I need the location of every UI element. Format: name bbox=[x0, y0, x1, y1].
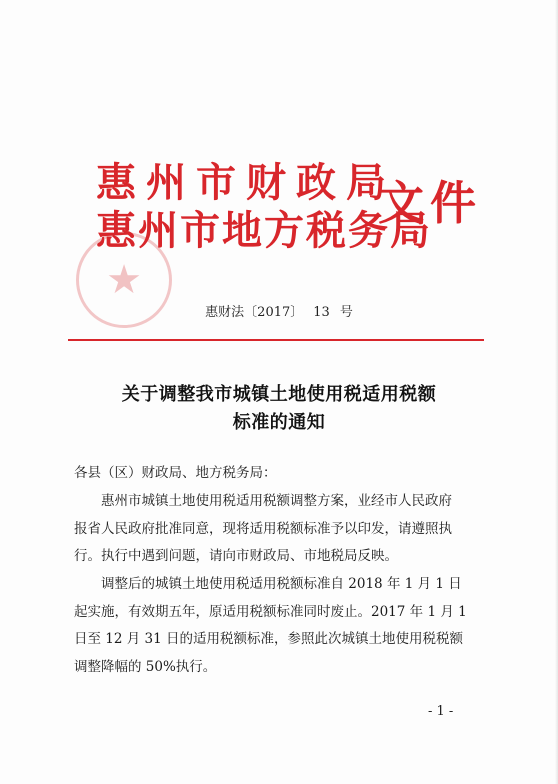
paragraph-line: 起实施，有效期五年，原适用税额标准同时废止。2017 年 1 月 1 bbox=[74, 603, 467, 620]
paragraph-line: 行。执行中遇到问题，请向市财政局、市地税局反映。 bbox=[74, 548, 398, 564]
red-divider-line bbox=[68, 339, 484, 341]
paragraph-line: 惠州市城镇土地使用税适用税额调整方案，业经市人民政府 bbox=[101, 493, 452, 509]
doc-number-value: 13 bbox=[313, 305, 330, 320]
document-number bbox=[0, 304, 558, 322]
paragraph-line: 日至 12 月 31 日的适用税额标准，参照此次城镇土地使用税税额 bbox=[74, 631, 464, 647]
body-paragraph-2 bbox=[74, 571, 492, 681]
document-title-line-1: 关于调整我市城镇土地使用税适用税额 bbox=[121, 384, 437, 405]
paragraph-line: 调整后的城镇土地使用税适用税额标准自 2018 年 1 月 1 日 bbox=[101, 576, 462, 592]
issuer-name-finance-bureau: 惠州市财政局 bbox=[96, 159, 396, 206]
paragraph-line: 报省人民政府批准同意，现将适用税额标准予以印发，请遵照执 bbox=[74, 520, 452, 537]
doc-number-suffix: 号 bbox=[339, 305, 353, 320]
doc-number-prefix: 惠财法〔2017〕 bbox=[205, 305, 304, 320]
paragraph-line: 调整降幅的 50%执行。 bbox=[74, 658, 217, 675]
page-number: - 1 - bbox=[428, 704, 454, 719]
document-type-label: 文件 bbox=[378, 176, 482, 230]
seal-star-icon: ★ bbox=[106, 257, 142, 303]
issuer-name-tax-bureau: 惠州市地方税务局 bbox=[96, 207, 432, 254]
document-title-line-2: 标准的通知 bbox=[232, 412, 326, 433]
body-paragraph-1 bbox=[74, 488, 492, 571]
salutation: 各县（区）财政局、地方税务局： bbox=[74, 465, 277, 481]
